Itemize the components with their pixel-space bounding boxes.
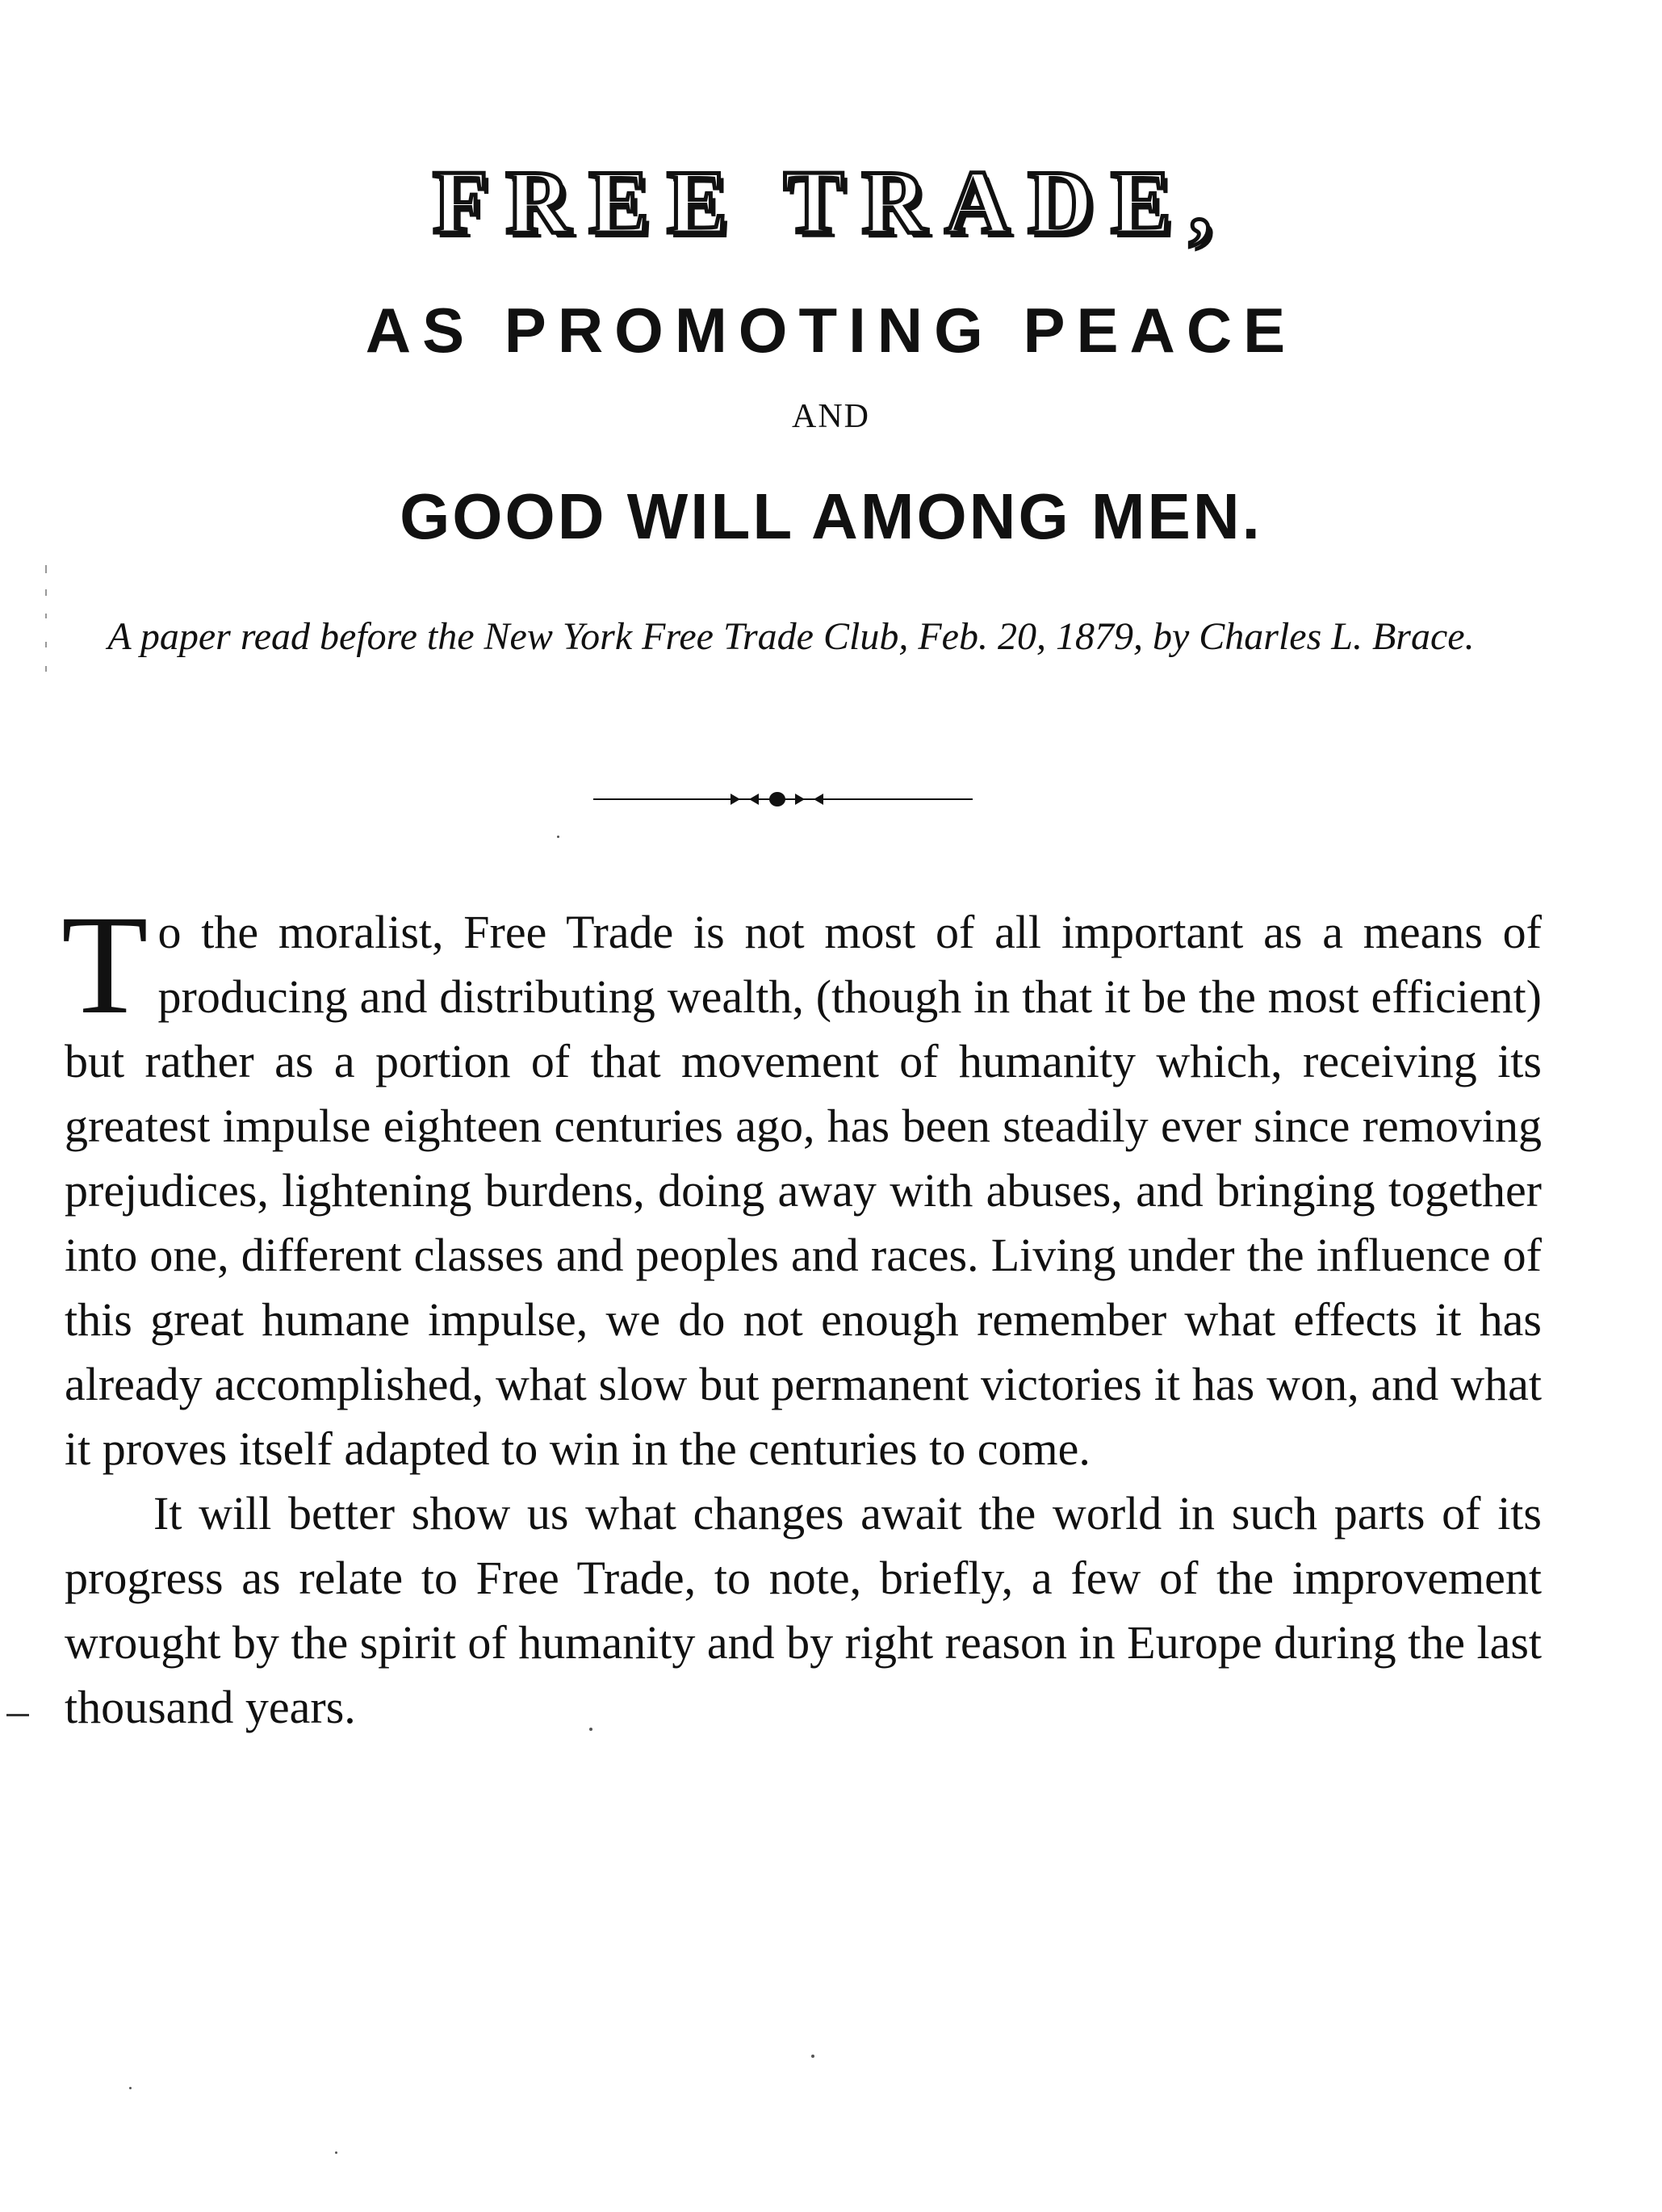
scan-speck: [589, 1728, 592, 1731]
paragraph-2: It will better show us what changes await the world in such parts of its progress as relate to Free Trade, to note, briefly, a few of the improvement wrought by the spirit of humanity and by right reason in Europe during the last thousand years.: [65, 1487, 1542, 1733]
scan-speck: [335, 2151, 337, 2154]
drop-cap: T: [61, 886, 149, 1044]
scan-speck: [129, 2087, 132, 2089]
scan-speck: [811, 2055, 814, 2058]
body-text: [61, 886, 1542, 1740]
subtitle-conjunction: AND: [792, 398, 870, 435]
byline: A paper read before the New York Free Trade Club, Feb. 20, 1879, by Charles L. Brace.: [107, 615, 1475, 658]
ornamental-rule-icon: [593, 787, 973, 811]
subtitle-line-1: AS PROMOTING PEACE: [365, 295, 1297, 366]
paragraph-1: [61, 886, 1542, 1481]
scan-mark: [6, 1714, 29, 1716]
scan-side-marks: [40, 565, 52, 678]
paragraph-1-text: o the moralist, Free Trade is not most of all important as a means of producing and distributing wealth, (though in that it be the most efficient) but rather as a portion of that movement of humanity which, receiving its greatest impulse eighteen centuries ago, has been steadily ever since removing prejudices, lightening burdens, doing away with abuses, and bringing together into one, different classes and peoples and races. Living under the influence of this great humane impulse, we do not enough remember what effects it has already accomplished, what slow but permanent victories it has won, and what it proves itself adapted to win in the centuries to come.: [65, 906, 1542, 1475]
scan-speck: [557, 836, 559, 838]
document-title: FREE TRADE,: [433, 153, 1229, 253]
subtitle-line-2: GOOD WILL AMONG MEN.: [400, 480, 1262, 552]
